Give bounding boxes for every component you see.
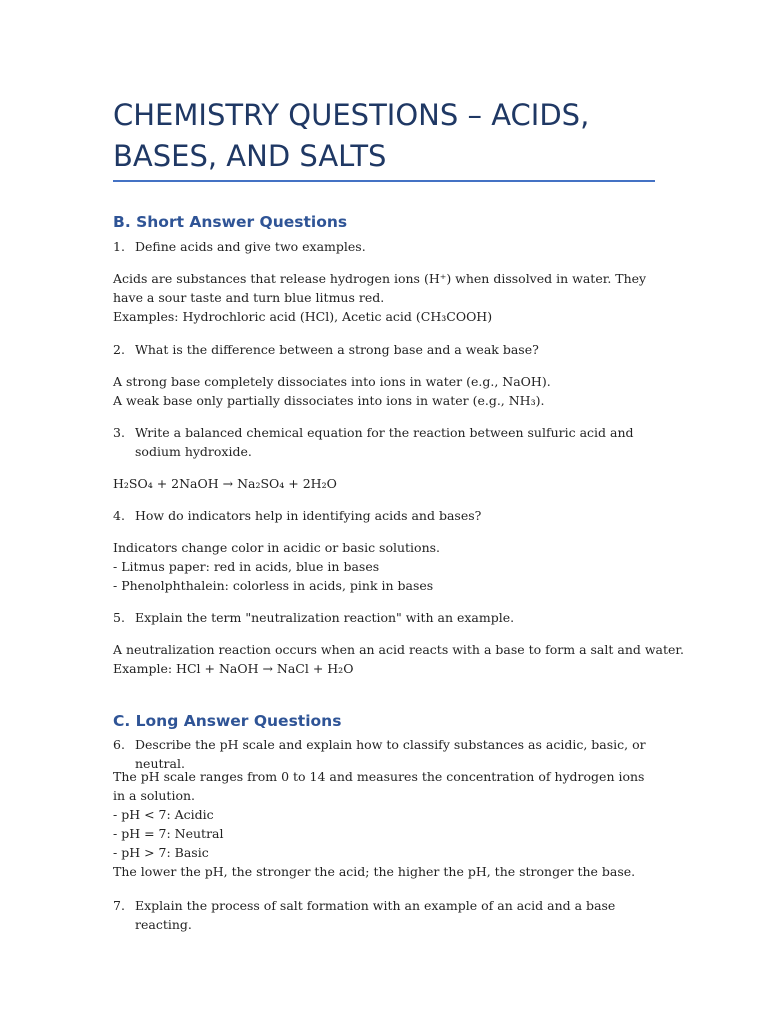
answer-text: Example: HCl + NaOH → NaCl + H₂O xyxy=(113,661,354,676)
question-number: 7. xyxy=(113,898,125,913)
answer-text: A strong base completely dissociates into ions in water (e.g., NaOH). xyxy=(113,374,551,389)
question-text: Describe the pH scale and explain how to classify substances as acidic, basic, or neutral. xyxy=(135,737,646,771)
question-7 xyxy=(113,896,658,934)
answer-equation: H₂SO₄ + 2NaOH → Na₂SO₄ + 2H₂O xyxy=(113,476,337,491)
question-number: 3. xyxy=(113,425,125,440)
question-text: Write a balanced chemical equation for the reaction between sulfuric acid and sodium hydroxide. xyxy=(135,425,634,459)
page-title: CHEMISTRY QUESTIONS – ACIDS, BASES, AND SALTS xyxy=(113,98,590,173)
answer-text: Examples: Hydrochloric acid (HCl), Acetic acid (CH₃COOH) xyxy=(113,309,493,324)
question-2 xyxy=(113,340,658,359)
question-3 xyxy=(113,423,658,461)
answer-1 xyxy=(113,269,658,326)
question-text: Define acids and give two examples. xyxy=(135,239,366,254)
question-5 xyxy=(113,608,658,627)
question-number: 1. xyxy=(113,239,125,254)
question-text: Explain the process of salt formation with an example of an acid and a base reacting. xyxy=(135,898,616,932)
answer-5 xyxy=(113,640,685,678)
answer-text: The lower the pH, the stronger the acid; the higher the pH, the stronger the base. xyxy=(113,864,636,879)
question-text: How do indicators help in identifying acids and bases? xyxy=(135,508,482,523)
answer-6 xyxy=(113,767,658,881)
answer-list-item: - Litmus paper: red in acids, blue in bases xyxy=(113,559,380,574)
question-1 xyxy=(113,237,658,256)
answer-4 xyxy=(113,538,658,595)
answer-list-item: - Phenolphthalein: colorless in acids, pink in bases xyxy=(113,578,434,593)
answer-3 xyxy=(113,474,658,493)
answer-text: The pH scale ranges from 0 to 14 and measures the concentration of hydrogen ions in a solution. xyxy=(113,769,645,803)
section-heading-long-answer: C. Long Answer Questions xyxy=(113,712,342,730)
question-text: Explain the term "neutralization reaction" with an example. xyxy=(135,610,515,625)
question-number: 6. xyxy=(113,737,125,752)
title-divider xyxy=(113,180,655,182)
answer-list-item: - pH = 7: Neutral xyxy=(113,826,224,841)
question-text: What is the difference between a strong base and a weak base? xyxy=(135,342,539,357)
question-4 xyxy=(113,506,658,525)
question-number: 4. xyxy=(113,508,125,523)
question-number: 5. xyxy=(113,610,125,625)
answer-list-item: - pH > 7: Basic xyxy=(113,845,209,860)
question-number: 2. xyxy=(113,342,125,357)
section-heading-short-answer: B. Short Answer Questions xyxy=(113,213,348,231)
answer-text: A neutralization reaction occurs when an acid reacts with a base to form a salt and water. xyxy=(113,642,685,657)
answer-2 xyxy=(113,372,658,410)
answer-text: Acids are substances that release hydrogen ions (H⁺) when dissolved in water. They have a sour taste and turn blue litmus red. xyxy=(113,271,647,305)
answer-text: Indicators change color in acidic or basic solutions. xyxy=(113,540,441,555)
answer-list-item: - pH < 7: Acidic xyxy=(113,807,214,822)
answer-text: A weak base only partially dissociates into ions in water (e.g., NH₃). xyxy=(113,393,545,408)
